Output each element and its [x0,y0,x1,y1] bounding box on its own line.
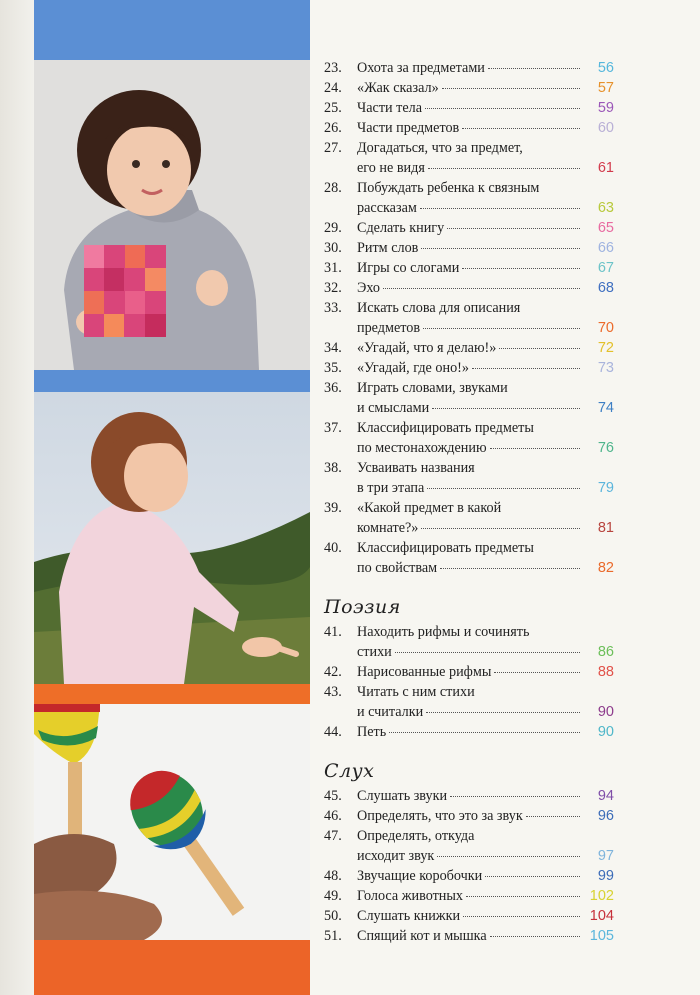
table-of-contents [324,58,614,946]
entry-title: комнате?» [357,520,419,536]
entry-title: Играть словами, звуками [357,380,508,396]
entry-number: 47. [324,828,342,844]
entry-title: по местонахождению [357,440,487,456]
dot-leader [463,916,580,917]
page-number: 57 [597,80,614,96]
entry-title: Игры со слогами [357,260,460,276]
entry-title: Побуждать ребенка к связным [357,180,540,196]
entry-number: 36. [324,380,342,396]
entry-title: Классифицировать предметы [357,540,534,556]
dot-leader [450,796,580,797]
page-number: 94 [597,788,614,804]
toc-entry[interactable] [324,826,614,866]
dot-leader [490,936,580,937]
entry-number: 37. [324,420,342,436]
toc-entry[interactable] [324,358,614,378]
toc-entry[interactable] [324,218,614,238]
page-number: 97 [597,848,614,864]
entry-title: Части тела [357,100,423,116]
page-number: 90 [597,724,614,740]
page-number: 105 [589,928,614,944]
entry-title: Слушать книжки [357,908,461,924]
toc-entry[interactable] [324,98,614,118]
toc-entry[interactable] [324,418,614,458]
orange-band [34,684,310,704]
entry-title: и считалки [357,704,424,720]
photo-girl-pointing [34,392,310,684]
dot-leader [472,368,580,369]
entry-title: по свойствам [357,560,438,576]
entry-title: «Жак сказал» [357,80,439,96]
toc-entry[interactable] [324,338,614,358]
entry-number: 25. [324,100,342,116]
dot-leader [499,348,580,349]
bottom-orange-band [34,940,310,995]
entry-number: 50. [324,908,342,924]
middle-blue-band [34,370,310,392]
page-number: 59 [597,100,614,116]
entry-title: Классифицировать предметы [357,420,534,436]
entry-title: Ритм слов [357,240,419,256]
entry-title: Определять, откуда [357,828,475,844]
dot-leader [427,488,580,489]
photo-maracas [34,704,310,940]
page-number: 56 [597,60,614,76]
toc-entry[interactable] [324,118,614,138]
dot-leader [426,712,580,713]
top-blue-band [34,0,310,60]
entry-number: 35. [324,360,342,376]
entry-number: 26. [324,120,342,136]
entry-title: Находить рифмы и сочинять [357,624,530,640]
toc-entry[interactable] [324,538,614,578]
dot-leader [462,128,580,129]
page-number: 63 [597,200,614,216]
toc-entry[interactable] [324,278,614,298]
page-number: 79 [597,480,614,496]
entry-number: 31. [324,260,342,276]
page-number: 67 [597,260,614,276]
entry-number: 48. [324,868,342,884]
dot-leader [428,168,580,169]
entry-number: 33. [324,300,342,316]
toc-entry[interactable] [324,682,614,722]
page-number: 66 [597,240,614,256]
dot-leader [437,856,580,857]
dot-leader [526,816,580,817]
dot-leader [423,328,580,329]
toc-entry[interactable] [324,786,614,806]
entry-title: исходит звук [357,848,435,864]
entry-number: 46. [324,808,342,824]
toc-entry[interactable] [324,498,614,538]
toc-entry[interactable] [324,926,614,946]
page-number: 90 [597,704,614,720]
entry-number: 38. [324,460,342,476]
entry-title: «Какой предмет в какой [357,500,502,516]
entry-number: 44. [324,724,342,740]
dot-leader [494,672,580,673]
page-number: 73 [597,360,614,376]
entry-title: Нарисованные рифмы [357,664,492,680]
dot-leader [466,896,580,897]
dot-leader [383,288,580,289]
entry-title: Читать с ним стихи [357,684,475,700]
entry-title: рассказам [357,200,417,216]
dot-leader [395,652,580,653]
dot-leader [488,68,580,69]
toc-entry[interactable] [324,906,614,926]
dot-leader [421,528,580,529]
page-gutter [0,0,34,995]
entry-number: 28. [324,180,342,196]
section-heading: Слух [324,760,375,782]
page-number: 99 [597,868,614,884]
photo-girl-with-cube [34,60,310,370]
dot-leader [421,248,580,249]
dot-leader [420,208,580,209]
entry-title: Спящий кот и мышка [357,928,487,944]
entry-title: Голоса животных [357,888,464,904]
entry-title: Искать слова для описания [357,300,521,316]
page-number: 88 [597,664,614,680]
toc-entry[interactable] [324,298,614,338]
toc-entry[interactable] [324,178,614,218]
entry-title: Петь [357,724,387,740]
entry-number: 34. [324,340,342,356]
entry-number: 43. [324,684,342,700]
page-number: 102 [589,888,614,904]
toc-entry[interactable] [324,806,614,826]
dot-leader [490,448,580,449]
entry-number: 24. [324,80,342,96]
entry-number: 45. [324,788,342,804]
toc-entry[interactable] [324,138,614,178]
page-number: 104 [589,908,614,924]
page-number: 68 [597,280,614,296]
toc-entry[interactable] [324,886,614,906]
toc-entry[interactable] [324,622,614,662]
entry-title: Усваивать названия [357,460,475,476]
entry-title: предметов [357,320,421,336]
entry-title: «Угадай, что я делаю!» [357,340,497,356]
page-number: 70 [597,320,614,336]
dot-leader [425,108,580,109]
page-number: 76 [597,440,614,456]
entry-title: Эхо [357,280,381,296]
page-number: 81 [597,520,614,536]
entry-number: 41. [324,624,342,640]
entry-title: Догадаться, что за предмет, [357,140,523,156]
entry-title: «Угадай, где оно!» [357,360,469,376]
dot-leader [389,732,580,733]
entry-title: его не видя [357,160,425,176]
entry-number: 42. [324,664,342,680]
entry-number: 27. [324,140,342,156]
toc-entry[interactable] [324,722,614,742]
page-number: 96 [597,808,614,824]
dot-leader [447,228,580,229]
entry-number: 29. [324,220,342,236]
dot-leader [462,268,580,269]
dot-leader [432,408,580,409]
entry-number: 51. [324,928,342,944]
page-number: 86 [597,644,614,660]
entry-title: Слушать звуки [357,788,448,804]
section-heading: Поэзия [324,596,401,618]
entry-number: 40. [324,540,342,556]
entry-title: Части предметов [357,120,460,136]
page-number: 72 [597,340,614,356]
toc-entry[interactable] [324,58,614,78]
dot-leader [485,876,580,877]
toc-entry[interactable] [324,662,614,682]
toc-entry[interactable] [324,258,614,278]
page-number: 74 [597,400,614,416]
entry-number: 39. [324,500,342,516]
toc-entry[interactable] [324,458,614,498]
entry-title: и смыслами [357,400,430,416]
page-number: 60 [597,120,614,136]
dot-leader [442,88,580,89]
page-number: 82 [597,560,614,576]
entry-number: 23. [324,60,342,76]
entry-title: Охота за предметами [357,60,485,76]
entry-title: Определять, что это за звук [357,808,523,824]
toc-entry[interactable] [324,78,614,98]
entry-title: Звучащие коробочки [357,868,483,884]
entry-number: 30. [324,240,342,256]
entry-number: 49. [324,888,342,904]
toc-entry[interactable] [324,238,614,258]
entry-title: в три этапа [357,480,425,496]
page-number: 65 [597,220,614,236]
toc-entry[interactable] [324,378,614,418]
page-number: 61 [597,160,614,176]
entry-number: 32. [324,280,342,296]
toc-entry[interactable] [324,866,614,886]
entry-title: Сделать книгу [357,220,445,236]
dot-leader [440,568,580,569]
entry-title: стихи [357,644,392,660]
